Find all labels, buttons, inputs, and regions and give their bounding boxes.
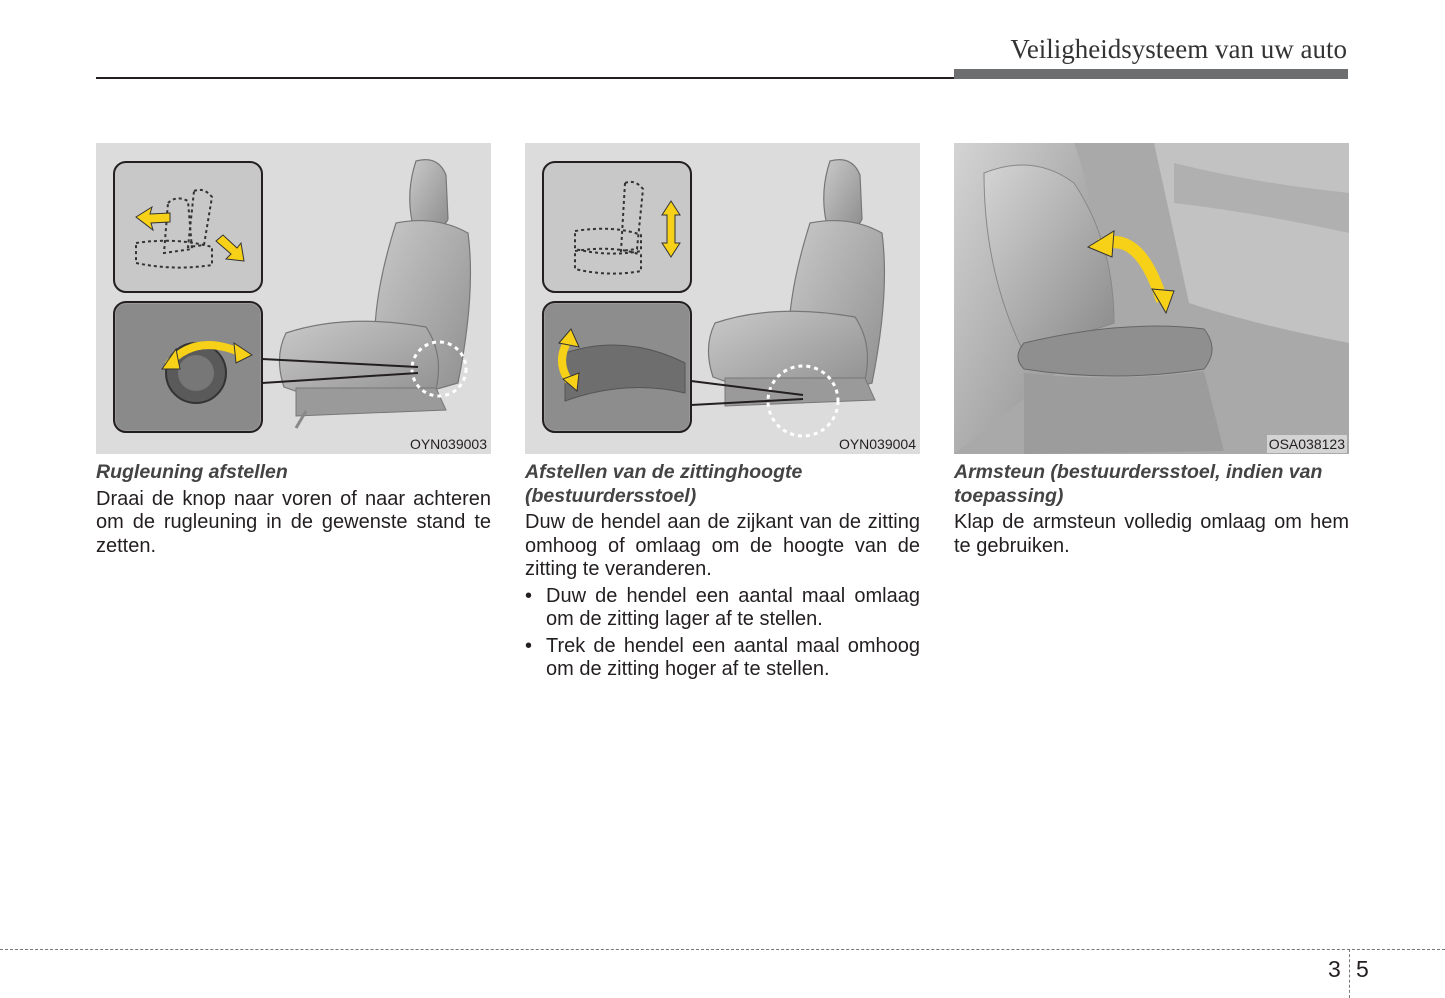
header-rule <box>96 77 954 79</box>
section-seatback <box>96 461 491 558</box>
section-heading: Armsteun (bestuurdersstoel, indien van toepassing) <box>954 461 1323 507</box>
figure-code: OSA038123 <box>1268 436 1345 452</box>
figure-code: OYN039003 <box>409 436 487 452</box>
bullet-list <box>525 585 920 682</box>
figure-seat-height <box>525 143 920 454</box>
bullet-item: • Duw de hendel een aantal maal omlaag om de zitting lager af te stellen. <box>525 584 920 630</box>
section-heading: Rugleuning afstellen <box>96 461 288 483</box>
figure-armrest <box>954 143 1349 454</box>
header-bar <box>954 69 1348 79</box>
section-text: Draai de knop naar voren of naar achteren om de rugleuning in de gewenste stand te zetten. <box>96 487 491 557</box>
bullet-item: • Trek de hendel een aantal maal omhoog om de zitting hoger af te stellen. <box>525 634 920 680</box>
page-number: 5 <box>1356 956 1369 982</box>
section-text: Duw de hendel aan de zijkant van de zitting omhoog of omlaag om de hoogte van de zitting te veranderen. <box>525 511 920 580</box>
section-seat-height <box>525 461 920 685</box>
chapter-number: 3 <box>1328 956 1341 982</box>
figure-seatback-recline <box>96 143 491 454</box>
section-armrest <box>954 461 1349 558</box>
figure-code: OYN039004 <box>838 436 916 452</box>
section-heading: Afstellen van de zittinghoogte (bestuurdersstoel) <box>525 461 803 507</box>
seat-height-illustration <box>525 143 920 454</box>
footer-dashed-rule <box>0 949 1445 950</box>
section-text: Klap de armsteun volledig omlaag om hem te gebruiken. <box>954 511 1349 557</box>
footer-separator <box>1349 949 1350 998</box>
armrest-illustration <box>954 143 1349 454</box>
header-title: Veiligheidsysteem van uw auto <box>1010 34 1347 64</box>
seat-recline-illustration <box>96 143 491 454</box>
bullet-text: Duw de hendel een aantal maal omlaag om de zitting lager af te stellen. <box>546 584 920 630</box>
bullet-text: Trek de hendel een aantal maal omhoog om de zitting hoger af te stellen. <box>546 634 920 680</box>
